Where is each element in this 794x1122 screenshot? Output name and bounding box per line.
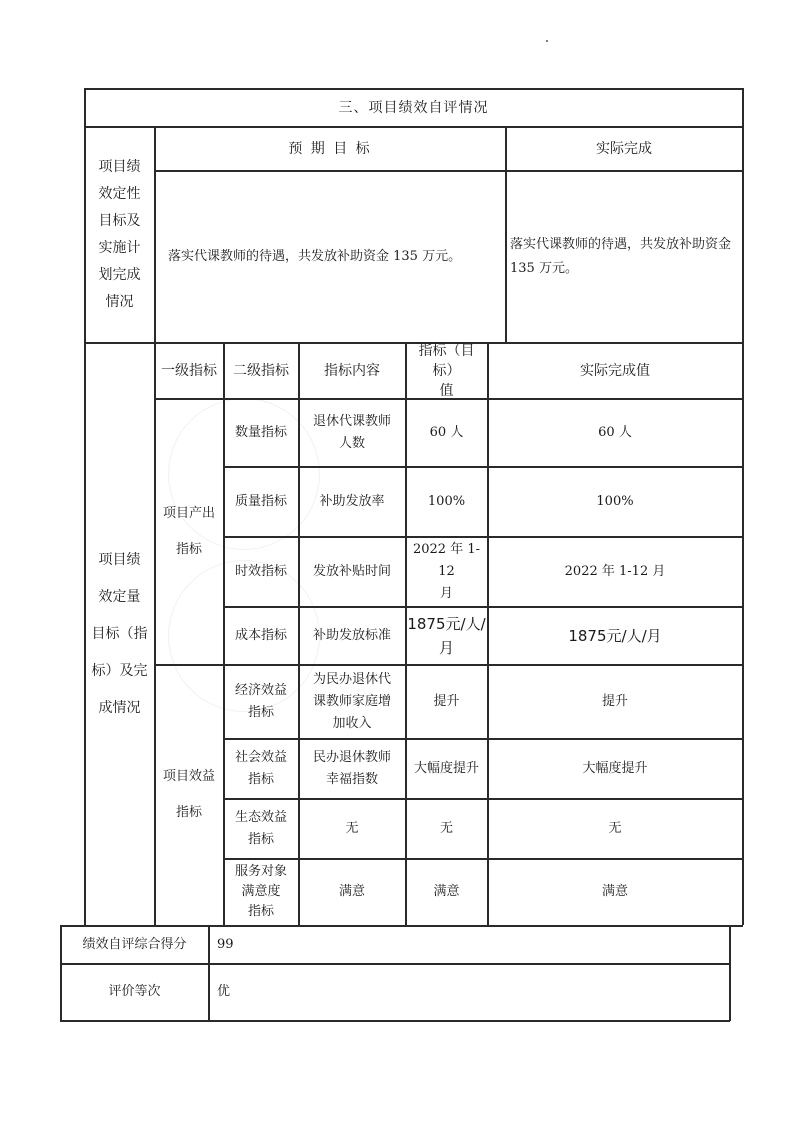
output-indicator-group: 项目产出 指标: [162, 505, 215, 557]
indicator-content-header: 指标内容: [324, 362, 380, 379]
actual-value-header: 实际完成值: [580, 362, 650, 379]
quantity-target: 60 人: [429, 424, 464, 440]
satisfaction-content: 满意: [338, 884, 365, 899]
table-border-right: [742, 88, 744, 925]
timeliness-actual: 2022 年 1-12 月: [564, 563, 666, 579]
quality-indicator: 质量指标: [234, 493, 287, 509]
ecological-benefit-indicator: 生态效益 指标: [234, 809, 287, 847]
ecological-benefit-target: 无: [439, 820, 453, 836]
quality-actual: 100%: [596, 493, 634, 509]
quantity-content: 退休代课教师 人数: [312, 413, 391, 451]
social-benefit-actual: 大幅度提升: [582, 760, 648, 776]
cost-content: 补助发放标准: [312, 627, 391, 643]
quantity-indicator: 数量指标: [234, 424, 287, 440]
satisfaction-indicator: 服务对象 满意度 指标: [234, 864, 287, 919]
cost-actual: 1875元/人/月: [568, 626, 662, 645]
economic-benefit-indicator: 经济效益 指标: [234, 682, 287, 720]
timeliness-content: 发放补贴时间: [312, 563, 391, 579]
social-benefit-indicator: 社会效益 指标: [234, 749, 287, 787]
expected-goal-text: 落实代课教师的待遇，共发放补助资金 135 万元。: [168, 248, 462, 264]
scan-speck: [546, 40, 548, 42]
economic-benefit-target: 提升: [433, 693, 460, 709]
actual-completion-text: 落实代课教师的待遇，共发放补助资金 135 万元。: [510, 236, 732, 276]
quantitative-row-label: 项目绩 效定量 目标（指 标）及完 成情况: [91, 551, 148, 716]
level2-indicator-header: 二级指标: [233, 362, 289, 379]
grade-label: 评价等次: [108, 984, 161, 999]
satisfaction-actual: 满意: [601, 884, 628, 899]
economic-benefit-content: 为民办退休代 课教师家庭增 加收入: [312, 671, 391, 731]
qualitative-row-label: 项目绩 效定性 目标及 实施计 划完成 情况: [98, 158, 141, 310]
timeliness-indicator: 时效指标: [234, 563, 287, 579]
cost-indicator: 成本指标: [234, 627, 287, 643]
target-value-header: 指标（目标） 值: [418, 342, 475, 399]
quality-target: 100%: [427, 493, 466, 509]
satisfaction-target: 满意: [433, 884, 460, 899]
summary-border-right: [729, 925, 731, 1021]
economic-benefit-actual: 提升: [601, 693, 628, 709]
benefit-indicator-group: 项目效益 指标: [162, 769, 215, 820]
social-benefit-content: 民办退休教师 幸福指数: [312, 749, 391, 787]
expected-goal-header: 预 期 目 标: [288, 140, 372, 157]
actual-completion-header: 实际完成: [596, 140, 652, 157]
grade-value: 优: [217, 984, 231, 999]
quality-content: 补助发放率: [319, 493, 385, 509]
social-benefit-target: 大幅度提升: [413, 760, 479, 776]
score-label: 绩效自评综合得分: [82, 936, 187, 952]
section-title: 三、项目绩效自评情况: [338, 99, 489, 116]
quantity-actual: 60 人: [598, 424, 632, 440]
timeliness-target: 2022 年 1-12 月: [412, 541, 480, 601]
cost-target: 1875元/人/ 月: [407, 614, 486, 657]
ecological-benefit-actual: 无: [608, 820, 622, 836]
level1-indicator-header: 一级指标: [161, 362, 217, 379]
score-value: 99: [217, 936, 234, 952]
table-border-bottom: [60, 1020, 730, 1022]
ecological-benefit-content: 无: [345, 820, 359, 836]
